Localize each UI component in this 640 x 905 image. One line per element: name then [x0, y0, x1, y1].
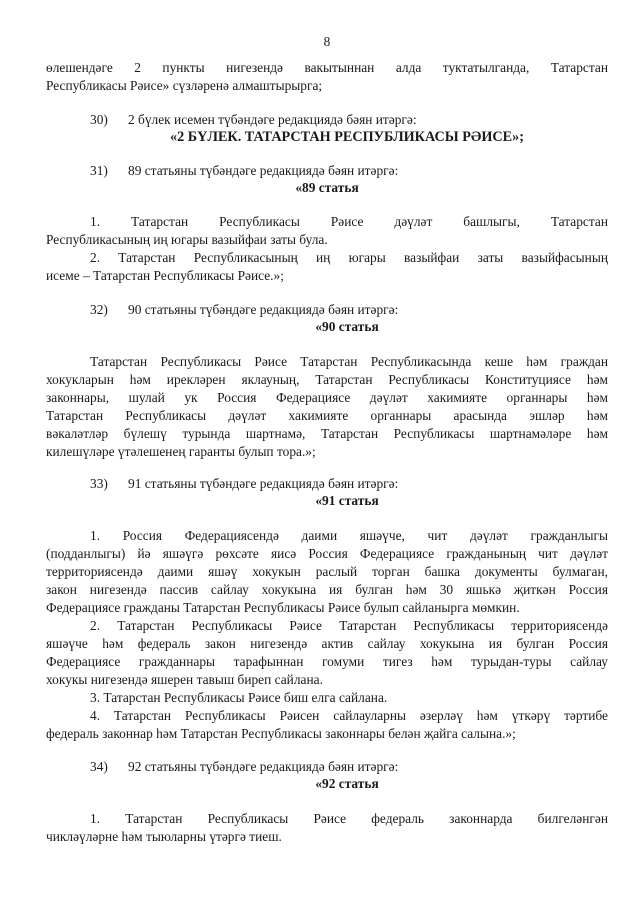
- item-number: 34): [90, 759, 108, 774]
- paragraph-line: 2. Татарстан Республикасы Рәисе Татарстан Республикасы территориясендә: [90, 618, 608, 633]
- paragraph-line: килешүләре үтәлешенең гаранты булып тора.»;: [46, 444, 316, 459]
- intro-paragraph: [46, 59, 608, 95]
- paragraph-line: 1. Россия Федерациясендә даими яшәүче, чит дәүләт гражданлыгы: [90, 528, 608, 543]
- item-number: 32): [90, 302, 108, 317]
- item-number: 33): [90, 476, 108, 491]
- paragraph-line: яшәүче һәм федераль закон нигезендә актив сайлау хокукына ия булган Россия: [46, 636, 608, 651]
- article-91-paragraph-3: [46, 689, 608, 707]
- article-heading: «90 статья: [315, 319, 379, 334]
- item-instruction: 2 бүлек исемен түбәндәге редакциядә бәян итәргә:: [128, 112, 417, 127]
- amendment-item-32: [90, 301, 398, 319]
- paragraph-line: вәкаләтләр бүлешү турында шартнамә, Татарстан Республикасы шартнамәләре һәм: [46, 426, 608, 441]
- amendment-item-30: [90, 111, 417, 129]
- paragraph-line: Федерациясе гражданнары тарафыннан гомуми тигез һәм турыдан-туры сайлау: [46, 654, 608, 669]
- paragraph-line: Федерациясе гражданы Татарстан Республикасы Рәисе булып сайланырга мөмкин.: [46, 600, 520, 615]
- article-91-paragraph-4: [46, 707, 608, 743]
- item-number: 31): [90, 163, 108, 178]
- article-89-paragraph-1: [46, 213, 608, 249]
- page-number: 8: [323, 34, 331, 49]
- paragraph-line: Республикасы Рәисе» сүзләренә алмаштырырга;: [46, 78, 323, 93]
- chapter-heading: «2 БҮЛЕК. ТАТАРСТАН РЕСПУБЛИКАСЫ РӘИСЕ»;: [170, 129, 524, 145]
- paragraph-line: хокукларын һәм ирекләрен яклауның, Татарстан Республикасы Конституциясе һәм: [46, 372, 608, 387]
- paragraph-line: федераль законнар һәм Татарстан Республикасы законнары белән җайга салына.»;: [46, 726, 516, 741]
- article-90-paragraph: [46, 353, 608, 461]
- paragraph-line: хокукы нигезендә яшерен тавыш биреп сайлана.: [46, 672, 323, 687]
- paragraph-line: территориясендә даими яшәү хокукын раслый торган башка документы булмаган,: [46, 564, 608, 579]
- paragraph-line: чикләүләрне һәм тыюларны үтәргә тиеш.: [46, 829, 282, 844]
- amendment-item-34: [90, 758, 398, 776]
- paragraph-line: 3. Татарстан Республикасы Рәисе биш елга сайлана.: [90, 690, 388, 705]
- paragraph-line: закон нигезендә пассив сайлау хокукына ия булган һәм 30 яшькә җиткән Россия: [46, 582, 608, 597]
- item-instruction: 89 статьяны түбәндәге редакциядә бәян итәргә:: [128, 163, 399, 178]
- paragraph-line: законнары, шулай ук Россия Федерациясе дәүләт хакимияте органнары һәм: [46, 390, 608, 405]
- article-heading: «91 статья: [315, 493, 379, 508]
- article-91-paragraph-1: [46, 527, 608, 617]
- amendment-item-33: [90, 475, 398, 493]
- paragraph-line: Татарстан Республикасы Рәисе Татарстан Республикасында кеше һәм граждан: [90, 354, 608, 369]
- paragraph-line: өлешендәге 2 пункты нигезендә вакытыннан алда туктатылганда, Татарстан: [46, 60, 608, 75]
- paragraph-line: 1. Татарстан Республикасы Рәисе дәүләт башлыгы, Татарстан: [90, 214, 608, 229]
- paragraph-line: (подданлыгы) йә яшәүгә рөхсәте яисә Россия Федерациясе гражданының чит дәүләт: [46, 546, 608, 561]
- amendment-item-31: [90, 162, 398, 180]
- paragraph-line: исеме – Татарстан Республикасы Рәисе.»;: [46, 268, 284, 283]
- item-instruction: 91 статьяны түбәндәге редакциядә бәян итәргә:: [128, 476, 399, 491]
- article-heading: «89 статья: [295, 180, 359, 195]
- paragraph-line: 4. Татарстан Республикасы Рәисен сайлауларны әзерләү һәм үткәрү тәртибе: [90, 708, 608, 723]
- paragraph-line: Республикасының иң югары вазыйфаи заты була.: [46, 232, 328, 247]
- article-91-paragraph-2: [46, 617, 608, 689]
- document-page: [46, 0, 608, 905]
- paragraph-line: 1. Татарстан Республикасы Рәисе федераль законнарда билгеләнгән: [90, 811, 608, 826]
- article-92-paragraph-1: [46, 810, 608, 846]
- item-instruction: 90 статьяны түбәндәге редакциядә бәян итәргә:: [128, 302, 399, 317]
- item-number: 30): [90, 112, 108, 127]
- paragraph-line: Татарстан Республикасы дәүләт хакимияте органнары арасында эшләр һәм: [46, 408, 608, 423]
- article-heading: «92 статья: [315, 776, 379, 791]
- paragraph-line: 2. Татарстан Республикасының иң югары вазыйфаи заты вазыйфасының: [90, 250, 608, 265]
- article-89-paragraph-2: [46, 249, 608, 285]
- item-instruction: 92 статьяны түбәндәге редакциядә бәян итәргә:: [128, 759, 399, 774]
